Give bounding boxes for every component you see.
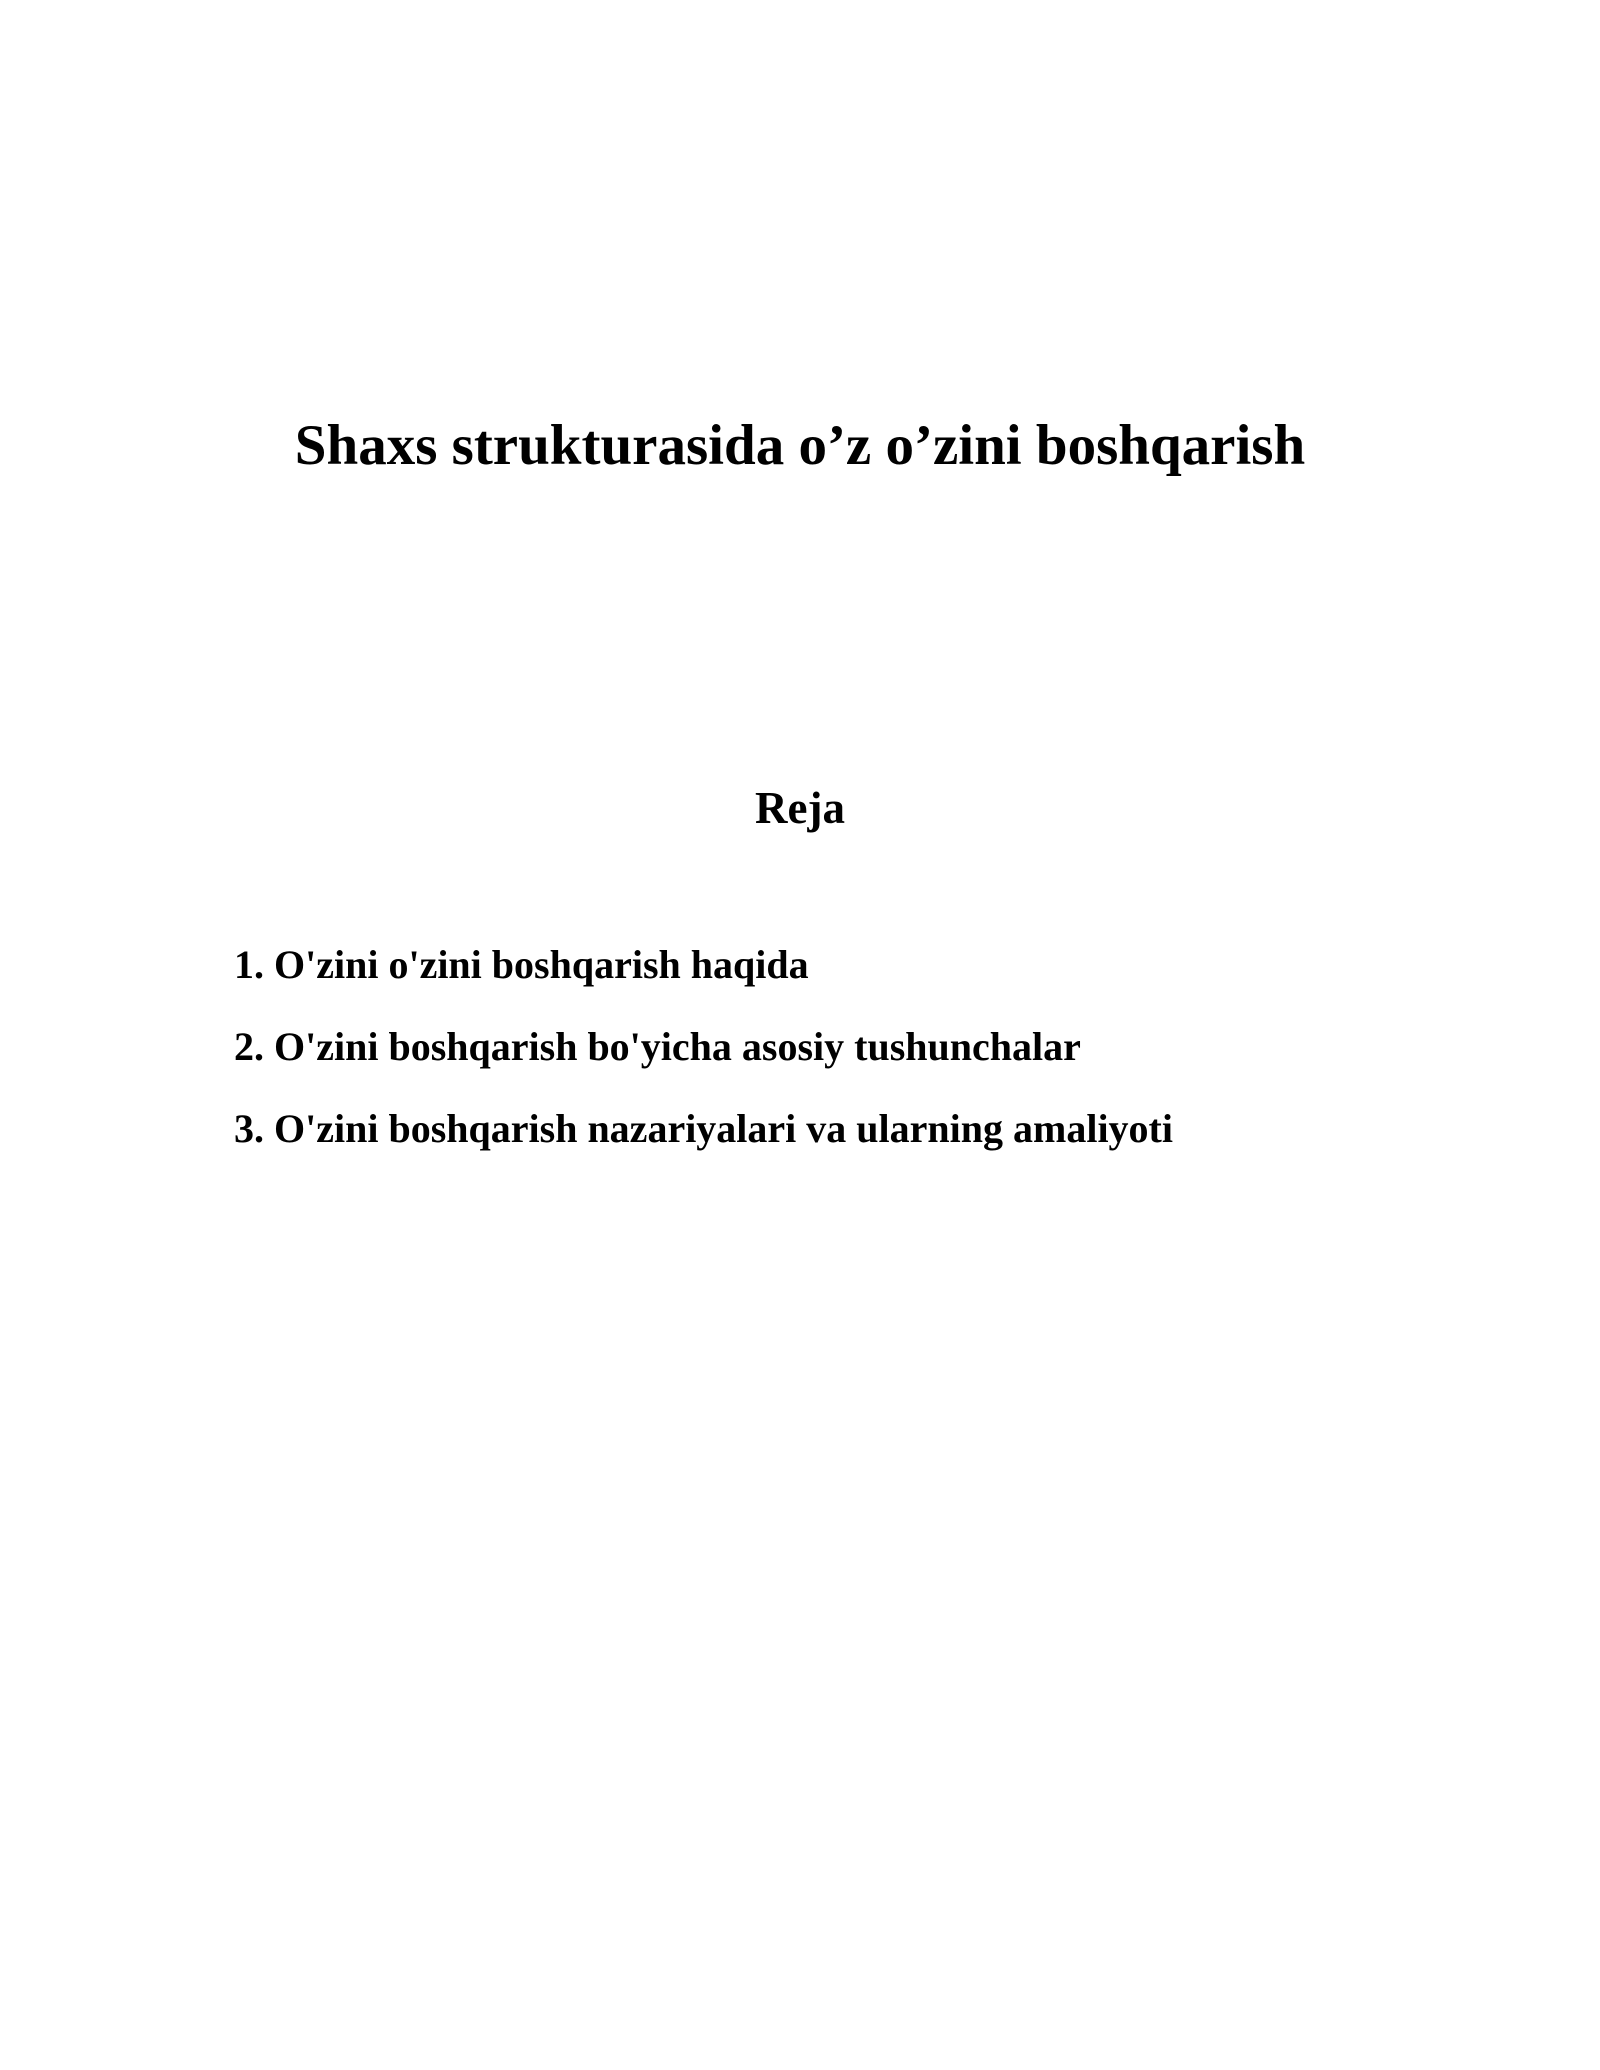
- plan-item-number: 1.: [234, 942, 264, 987]
- plan-heading: Reja: [755, 783, 845, 833]
- plan-item-text: O'zini o'zini boshqarish haqida: [274, 942, 809, 987]
- plan-item-number: 3.: [234, 1106, 264, 1151]
- plan-item-text: O'zini boshqarish nazariyalari va ularning amaliyoti: [274, 1106, 1173, 1151]
- plan-item-3: [234, 1104, 1173, 1154]
- document-title: Shaxs strukturasida o’z o’zini boshqarish: [294, 414, 1306, 477]
- plan-item-2: [234, 1022, 1173, 1072]
- plan-item-number: 2.: [234, 1024, 264, 1069]
- plan-item-1: [234, 940, 1173, 990]
- plan-list: [234, 940, 1173, 1186]
- plan-item-text: O'zini boshqarish bo'yicha asosiy tushunchalar: [274, 1024, 1081, 1069]
